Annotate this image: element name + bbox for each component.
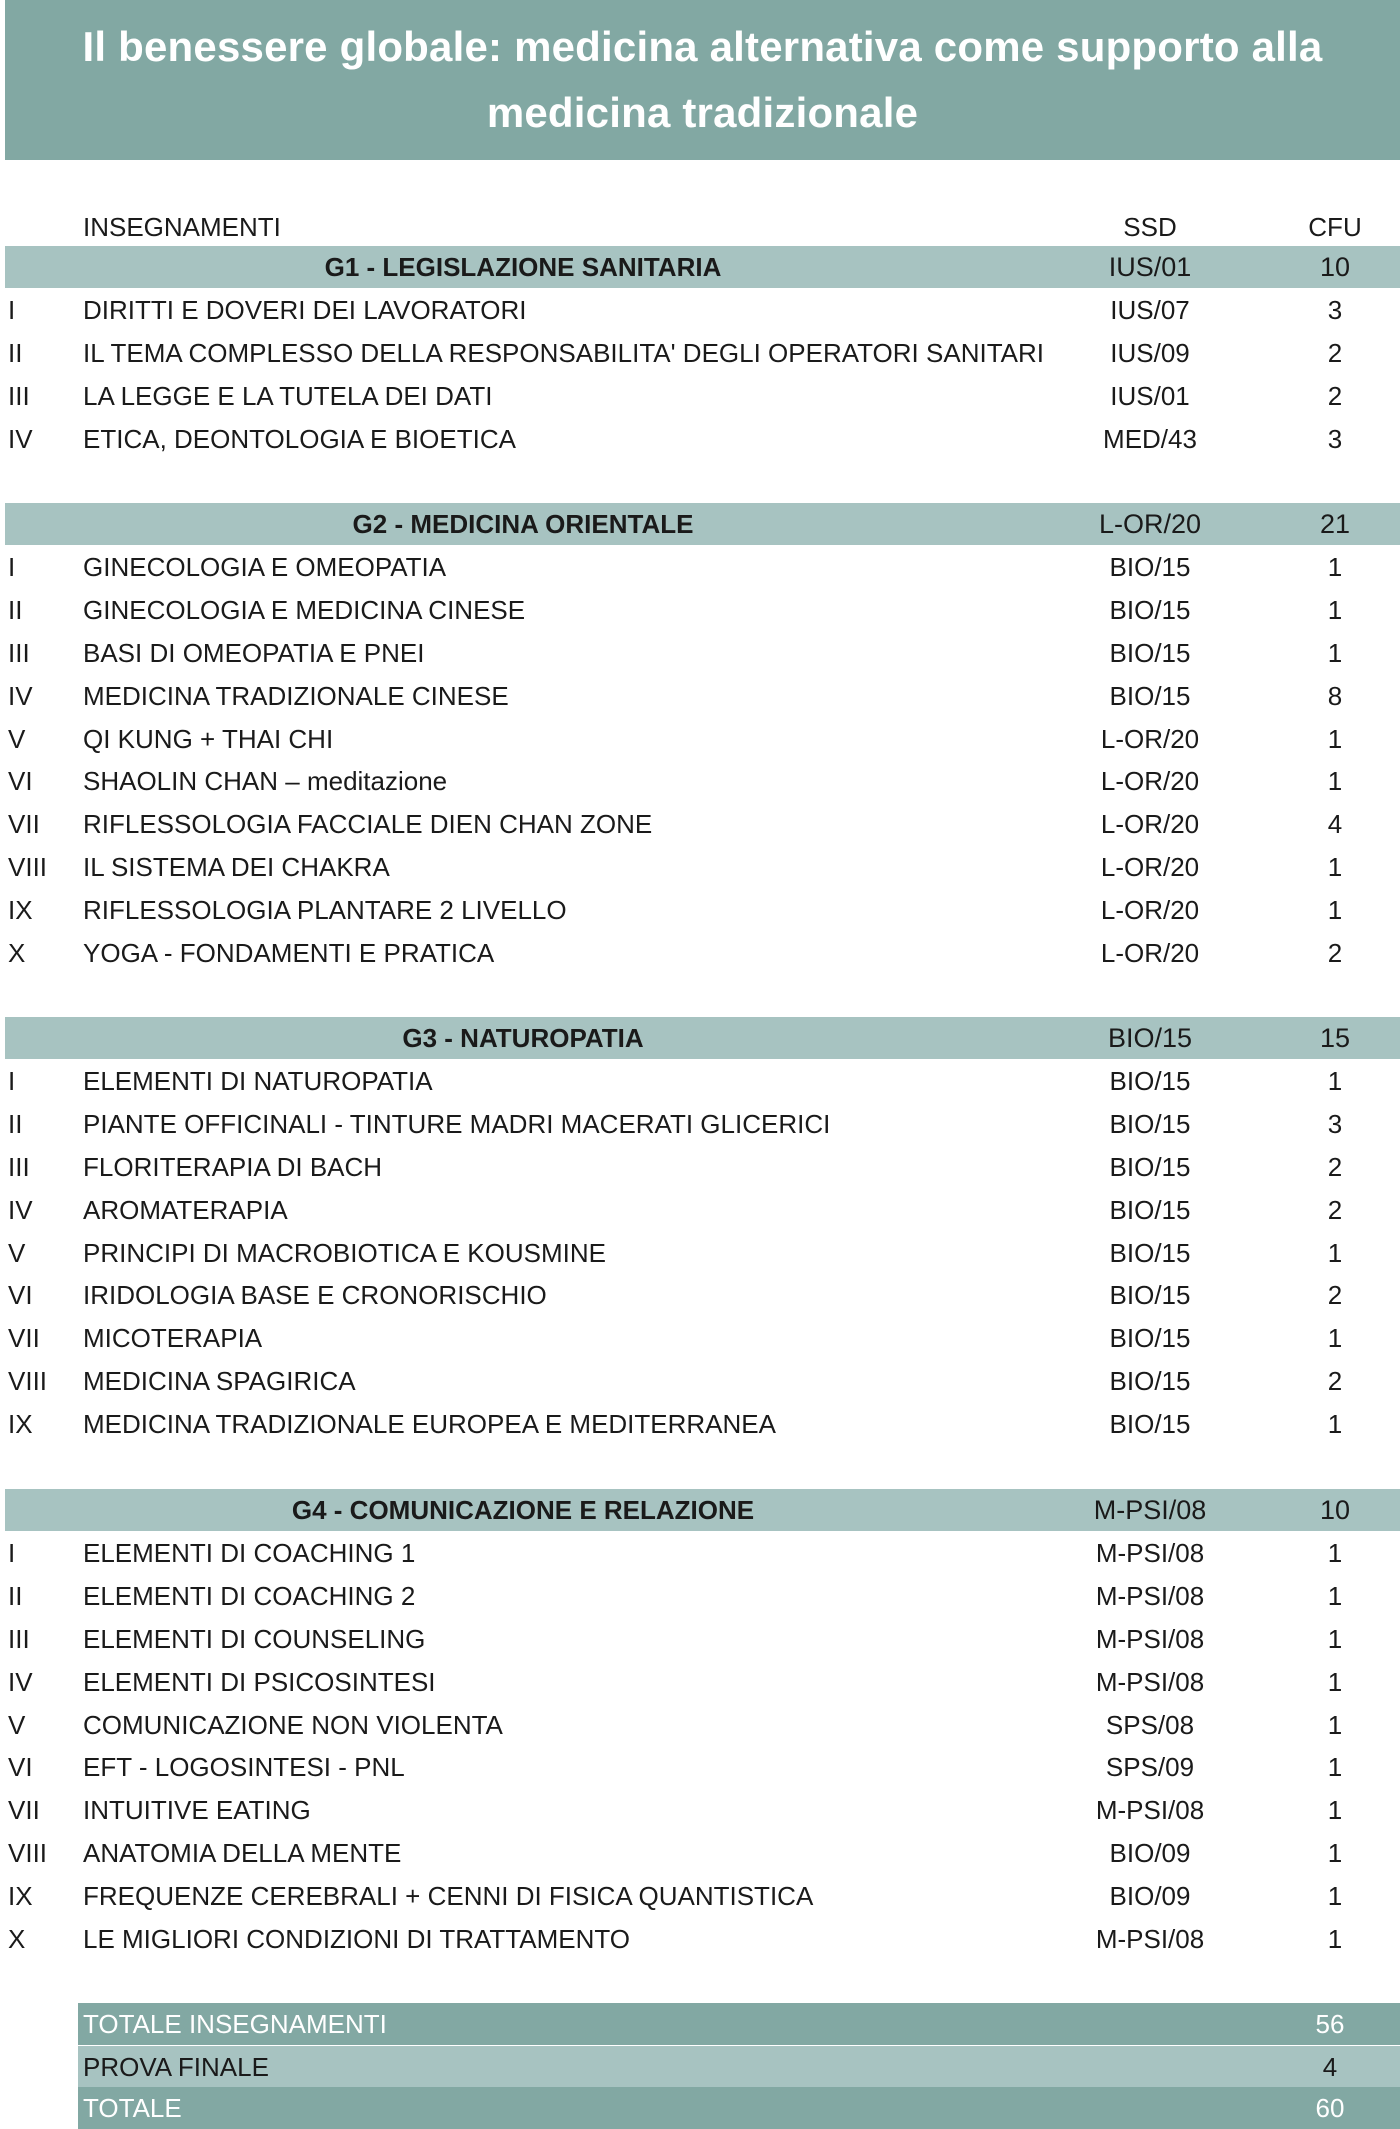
course-name: GINECOLOGIA E OMEOPATIA [83, 551, 447, 582]
row-number: VIII [8, 852, 48, 883]
row-number: IV [8, 680, 33, 711]
course-name: IL TEMA COMPLESSO DELLA RESPONSABILITA' DEGLI OPERATORI SANITARI [83, 337, 1044, 368]
group-header-row [5, 503, 1400, 545]
table-row [5, 1661, 1400, 1703]
row-number: III [8, 380, 30, 411]
course-cfu: 4 [1327, 809, 1343, 840]
course-name: ELEMENTI DI NATUROPATIA [83, 1065, 433, 1096]
row-number: IV [8, 423, 33, 454]
group-header-row [5, 246, 1400, 288]
total-row [78, 2046, 1400, 2088]
row-number: VIII [8, 1366, 48, 1397]
table-row [5, 889, 1400, 931]
course-ssd: SPS/08 [1105, 1709, 1195, 1740]
course-name: BASI DI OMEOPATIA E PNEI [83, 637, 425, 668]
row-number: VII [8, 1323, 40, 1354]
table-row [5, 632, 1400, 674]
course-ssd: L-OR/20 [1100, 852, 1200, 883]
course-cfu: 1 [1327, 1237, 1343, 1268]
course-cfu: 2 [1327, 380, 1343, 411]
course-name: MEDICINA TRADIZIONALE CINESE [83, 680, 509, 711]
group-ssd: L-OR/20 [1098, 509, 1202, 539]
table-row [5, 1360, 1400, 1402]
table-row [5, 1317, 1400, 1359]
course-cfu: 3 [1327, 294, 1343, 325]
group-header-row [5, 1017, 1400, 1059]
row-number: V [8, 1237, 26, 1268]
row-number: II [8, 1580, 23, 1611]
row-number: III [8, 637, 30, 668]
course-ssd: L-OR/20 [1100, 809, 1200, 840]
row-number: V [8, 723, 26, 754]
table-row [5, 932, 1400, 974]
table-row [5, 1403, 1400, 1445]
row-number: II [8, 1108, 23, 1139]
course-cfu: 1 [1327, 1709, 1343, 1740]
column-header-insegnamenti: INSEGNAMENTI [83, 212, 281, 242]
course-ssd: BIO/09 [1109, 1881, 1191, 1912]
row-number: X [8, 938, 26, 968]
column-header-ssd: SSD [1123, 212, 1177, 242]
table-row [5, 1832, 1400, 1874]
row-number: IV [8, 1194, 33, 1225]
course-name: RIFLESSOLOGIA PLANTARE 2 LIVELLO [83, 895, 567, 926]
course-cfu: 1 [1327, 723, 1343, 754]
group-ssd: BIO/15 [1107, 1023, 1193, 1053]
course-ssd: M-PSI/08 [1095, 1580, 1205, 1611]
table-row [5, 803, 1400, 845]
total-label: TOTALE INSEGNAMENTI [83, 2009, 387, 2039]
total-label: PROVA FINALE [83, 2052, 269, 2082]
course-cfu: 2 [1327, 1280, 1343, 1311]
table-row [5, 1103, 1400, 1145]
group-cfu: 15 [1319, 1023, 1351, 1053]
course-name: SHAOLIN CHAN – meditazione [83, 766, 448, 797]
course-name: COMUNICAZIONE NON VIOLENTA [83, 1709, 503, 1740]
page-header [5, 0, 1400, 160]
table-row [5, 1274, 1400, 1316]
course-cfu: 1 [1327, 1838, 1343, 1869]
table-row [5, 1232, 1400, 1274]
course-cfu: 1 [1327, 637, 1343, 668]
course-cfu: 2 [1327, 938, 1343, 968]
table-row [5, 1875, 1400, 1917]
table-row [5, 1575, 1400, 1617]
course-name: DIRITTI E DOVERI DEI LAVORATORI [83, 294, 527, 325]
row-number: I [8, 294, 16, 325]
table-row [5, 760, 1400, 802]
course-name: MEDICINA TRADIZIONALE EUROPEA E MEDITERRANEA [83, 1409, 776, 1440]
course-ssd: BIO/15 [1109, 1151, 1191, 1182]
course-cfu: 1 [1327, 1924, 1343, 1954]
course-ssd: M-PSI/08 [1095, 1924, 1205, 1954]
course-ssd: IUS/09 [1110, 337, 1190, 368]
course-name: ANATOMIA DELLA MENTE [83, 1838, 402, 1869]
row-number: VI [8, 766, 33, 797]
course-name: LA LEGGE E LA TUTELA DEI DATI [83, 380, 493, 411]
course-cfu: 1 [1327, 1409, 1343, 1440]
group-ssd: M-PSI/08 [1093, 1495, 1207, 1525]
table-row [5, 1060, 1400, 1102]
course-cfu: 1 [1327, 1323, 1343, 1354]
course-name: EFT - LOGOSINTESI - PNL [83, 1752, 405, 1783]
table-row [5, 289, 1400, 331]
course-ssd: BIO/09 [1109, 1838, 1191, 1869]
column-header-cfu: CFU [1308, 212, 1362, 242]
course-ssd: BIO/15 [1109, 1323, 1191, 1354]
total-row [78, 2087, 1400, 2129]
table-row [5, 375, 1400, 417]
table-row [5, 1532, 1400, 1574]
course-cfu: 1 [1327, 1537, 1343, 1568]
course-cfu: 2 [1327, 1151, 1343, 1182]
course-ssd: L-OR/20 [1100, 895, 1200, 926]
table-row [5, 1618, 1400, 1660]
row-number: II [8, 594, 23, 625]
total-value: 4 [1322, 2052, 1338, 2082]
course-cfu: 1 [1327, 895, 1343, 926]
course-ssd: BIO/15 [1109, 637, 1191, 668]
table-row [5, 1146, 1400, 1188]
row-number: VI [8, 1280, 33, 1311]
course-name: LE MIGLIORI CONDIZIONI DI TRATTAMENTO [83, 1924, 631, 1954]
course-name: MICOTERAPIA [83, 1323, 263, 1354]
course-ssd: M-PSI/08 [1095, 1537, 1205, 1568]
table-row [5, 418, 1400, 460]
course-ssd: BIO/15 [1109, 594, 1191, 625]
course-name: YOGA - FONDAMENTI E PRATICA [83, 938, 495, 968]
course-name: GINECOLOGIA E MEDICINA CINESE [83, 594, 526, 625]
course-cfu: 2 [1327, 1194, 1343, 1225]
course-name: MEDICINA SPAGIRICA [83, 1366, 356, 1397]
group-title: G1 - LEGISLAZIONE SANITARIA [324, 252, 722, 282]
course-cfu: 3 [1327, 1108, 1343, 1139]
row-number: III [8, 1151, 30, 1182]
course-ssd: SPS/09 [1105, 1752, 1195, 1783]
course-name: ELEMENTI DI COUNSELING [83, 1623, 426, 1654]
row-number: VIII [8, 1838, 48, 1869]
course-cfu: 1 [1327, 1752, 1343, 1783]
column-header-row [5, 206, 1400, 248]
course-cfu: 1 [1327, 1065, 1343, 1096]
course-name: IL SISTEMA DEI CHAKRA [83, 852, 390, 883]
row-number: IV [8, 1666, 33, 1697]
course-name: ETICA, DEONTOLOGIA E BIOETICA [83, 423, 516, 454]
course-ssd: L-OR/20 [1100, 766, 1200, 797]
course-name: ELEMENTI DI PSICOSINTESI [83, 1666, 436, 1697]
group-title: G4 - COMUNICAZIONE E RELAZIONE [291, 1495, 755, 1525]
group-header-row [5, 1489, 1400, 1531]
course-ssd: BIO/15 [1109, 1409, 1191, 1440]
course-cfu: 1 [1327, 766, 1343, 797]
course-name: RIFLESSOLOGIA FACCIALE DIEN CHAN ZONE [83, 809, 653, 840]
table-row [5, 1746, 1400, 1788]
course-cfu: 1 [1327, 852, 1343, 883]
table-row [5, 675, 1400, 717]
group-cfu: 21 [1319, 509, 1351, 539]
page-title: Il benessere globale: medicina alternativa come supporto alla medicina tradizionale [82, 23, 1323, 136]
course-name: FLORITERAPIA DI BACH [83, 1151, 383, 1182]
course-name: FREQUENZE CEREBRALI + CENNI DI FISICA QUANTISTICA [83, 1881, 814, 1912]
course-ssd: BIO/15 [1109, 1237, 1191, 1268]
course-ssd: BIO/15 [1109, 1366, 1191, 1397]
total-value: 56 [1315, 2009, 1345, 2039]
table-row [5, 846, 1400, 888]
group-title: G2 - MEDICINA ORIENTALE [352, 509, 694, 539]
course-cfu: 1 [1327, 594, 1343, 625]
course-cfu: 2 [1327, 1366, 1343, 1397]
course-ssd: BIO/15 [1109, 1108, 1191, 1139]
course-ssd: BIO/15 [1109, 1280, 1191, 1311]
table-row [5, 589, 1400, 631]
course-cfu: 8 [1327, 680, 1343, 711]
row-number: X [8, 1924, 26, 1954]
table-row [5, 1789, 1400, 1831]
course-ssd: BIO/15 [1109, 680, 1191, 711]
course-ssd: M-PSI/08 [1095, 1623, 1205, 1654]
course-ssd: L-OR/20 [1100, 938, 1200, 968]
course-cfu: 1 [1327, 1666, 1343, 1697]
row-number: III [8, 1623, 30, 1654]
row-number: I [8, 1065, 16, 1096]
row-number: IX [8, 1881, 33, 1912]
course-ssd: BIO/15 [1109, 1194, 1191, 1225]
course-name: QI KUNG + THAI CHI [83, 723, 334, 754]
total-value: 60 [1315, 2093, 1345, 2123]
table-row [5, 1704, 1400, 1746]
group-cfu: 10 [1319, 252, 1351, 282]
row-number: I [8, 1537, 16, 1568]
course-ssd: MED/43 [1103, 423, 1197, 454]
course-name: PRINCIPI DI MACROBIOTICA E KOUSMINE [83, 1237, 606, 1268]
group-cfu: 10 [1319, 1495, 1351, 1525]
table-row [5, 1918, 1400, 1960]
row-number: VI [8, 1752, 33, 1783]
group-ssd: IUS/01 [1108, 252, 1192, 282]
course-cfu: 3 [1327, 423, 1343, 454]
course-ssd: BIO/15 [1109, 1065, 1191, 1096]
row-number: I [8, 551, 16, 582]
course-ssd: IUS/01 [1110, 380, 1190, 411]
course-ssd: IUS/07 [1110, 294, 1190, 325]
course-cfu: 2 [1327, 337, 1343, 368]
course-name: IRIDOLOGIA BASE E CRONORISCHIO [83, 1280, 547, 1311]
table-row [5, 1189, 1400, 1231]
row-number: V [8, 1709, 26, 1740]
course-name: INTUITIVE EATING [83, 1795, 311, 1826]
course-cfu: 1 [1327, 1623, 1343, 1654]
table-row [5, 718, 1400, 760]
course-cfu: 1 [1327, 1795, 1343, 1826]
total-label: TOTALE [83, 2093, 182, 2123]
row-number: VII [8, 809, 40, 840]
table-row [5, 546, 1400, 588]
course-ssd: M-PSI/08 [1095, 1666, 1205, 1697]
course-name: AROMATERAPIA [83, 1194, 288, 1225]
course-ssd: M-PSI/08 [1095, 1795, 1205, 1826]
course-name: ELEMENTI DI COACHING 2 [83, 1580, 416, 1611]
course-name: ELEMENTI DI COACHING 1 [83, 1537, 416, 1568]
row-number: IX [8, 895, 33, 926]
course-cfu: 1 [1327, 1881, 1343, 1912]
total-row [78, 2003, 1400, 2045]
row-number: IX [8, 1409, 33, 1440]
row-number: VII [8, 1795, 40, 1826]
course-cfu: 1 [1327, 1580, 1343, 1611]
course-name: PIANTE OFFICINALI - TINTURE MADRI MACERATI GLICERICI [83, 1108, 831, 1139]
group-title: G3 - NATUROPATIA [402, 1023, 644, 1053]
course-ssd: BIO/15 [1109, 551, 1191, 582]
course-ssd: L-OR/20 [1100, 723, 1200, 754]
course-cfu: 1 [1327, 551, 1343, 582]
table-row [5, 332, 1400, 374]
row-number: II [8, 337, 23, 368]
